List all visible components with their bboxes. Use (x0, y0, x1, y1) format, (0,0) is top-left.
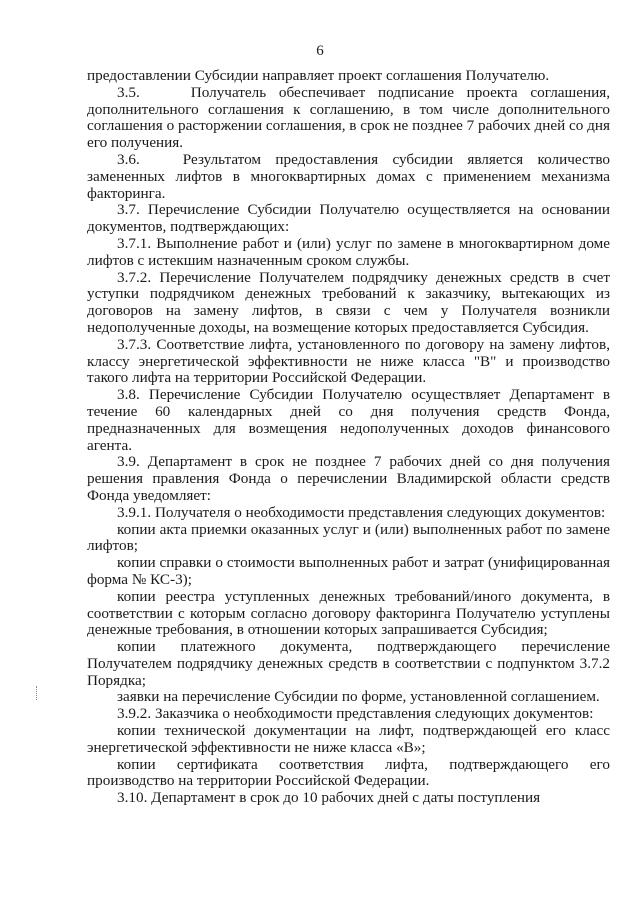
paragraph-3-7-2: 3.7.2. Перечисление Получателем подрядчику денежных средств в счет уступки подрядчиком денежных требований к заказчику, вытекающих из договоров на замену лифтов, в связи с чем у Получателя возникли недополученные доходы, на возмещение которых предоставляется Субсидия. (87, 268, 610, 336)
list-item-subsidy-request: заявки на перечисление Субсидии по форме, установленной соглашением. (117, 688, 600, 706)
scan-margin-mark (36, 686, 39, 700)
page-number: 6 (316, 43, 324, 59)
paragraph-3-7-3: 3.7.3. Соответствие лифта, установленного по договору на замену лифтов, классу энергетической эффективности не ниже класса "B" и производство такого лифта на территории Российской Федерации. (87, 335, 610, 387)
paragraph-3-8: 3.8. Перечисление Субсидии Получателю осуществляет Департамент в течение 60 календарных дней со дня получения средств Фонда, предназначенных для возмещения недополученных доходов финансового агента. (87, 386, 610, 454)
paragraph-3-9-1: 3.9.1. Получателя о необходимости представления следующих документов: (117, 503, 606, 521)
paragraph-3-9: 3.9. Департамент в срок не позднее 7 рабочих дней со дня получения решения правления Фонда о перечислении Владимирской области средств Фонда уведомляет: (87, 453, 610, 504)
list-item-acceptance-act: копии акта приемки оказанных услуг и (или) выполненных работ по замене лифтов; (87, 520, 610, 555)
list-item-technical-docs: копии технической документации на лифт, подтверждающей его класс энергетической эффективности не ниже класса «В»; (87, 722, 610, 756)
list-item-claims-register: копии реестра уступленных денежных требований/иного документа, в соответствии с которым согласно договору факторинга Получателю уступлены денежные требования, в отношении которых запрашивается Субсидия; (87, 587, 610, 639)
paragraph-3-5: 3.5. Получатель обеспечивает подписание проекта соглашения, дополнительного соглашения к соглашению, в том числе дополнительного соглашения о расторжении соглашения, в срок не позднее 7 рабочих дней со дня его получения. (87, 83, 610, 152)
list-item-conformity-certificate: копии сертификата соответствия лифта, подтверждающего его производство на территории Российской Федерации. (87, 755, 610, 790)
list-item-payment-document: копии платежного документа, подтверждающего перечисление Получателем подрядчику денежных средств в соответствии с подпунктом 3.7.2 Порядка; (87, 638, 610, 689)
paragraph-continuation: предоставлении Субсидии направляет проект соглашения Получателю. (87, 67, 550, 84)
paragraph-3-6: 3.6. Результатом предоставления субсидии является количество замененных лифтов в многоквартирных домах с применением механизма факторинга. (87, 150, 610, 202)
document-body (87, 68, 610, 807)
list-item-cost-certificate: копии справки о стоимости выполненных работ и затрат (унифицированная форма № КС-3); (87, 554, 610, 588)
paragraph-3-7-1: 3.7.1. Выполнение работ и (или) услуг по замене в многоквартирном доме лифтов с истекшим назначенным сроком службы. (87, 234, 610, 269)
paragraph-3-9-2: 3.9.2. Заказчика о необходимости представления следующих документов: (117, 705, 594, 723)
paragraph-3-10: 3.10. Департамент в срок до 10 рабочих дней с даты поступления (117, 789, 541, 807)
paragraph-3-7: 3.7. Перечисление Субсидии Получателю осуществляется на основании документов, подтверждающих: (87, 201, 610, 236)
